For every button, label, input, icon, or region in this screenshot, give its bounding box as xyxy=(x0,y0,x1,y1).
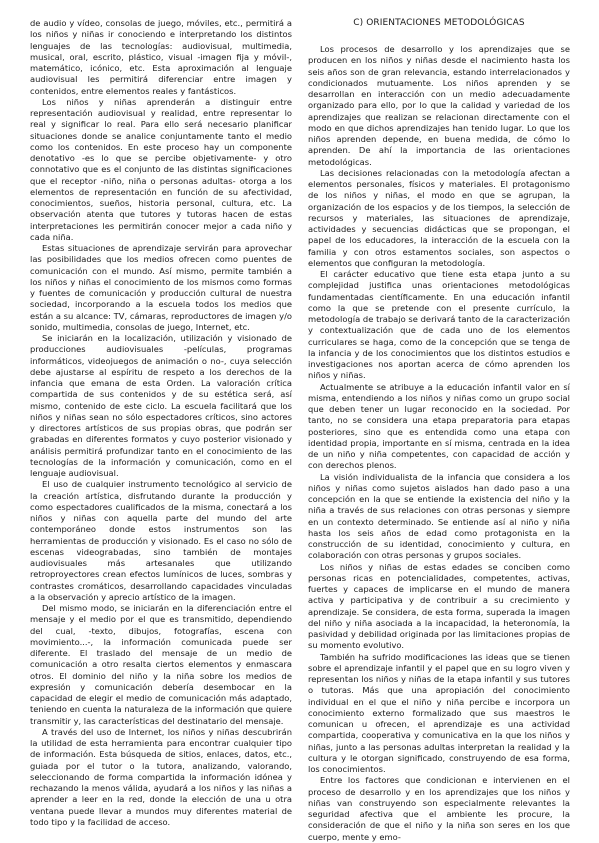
paragraph: Los niños y niñas de estas edades se conciben como personas ricas en potencialidades, competentes, activas, fuertes y capaces de implicarse en el mundo de manera activa y participativa y de contribuir a su crecimiento y aprendizaje. Se considera, de esta forma, superada la imagen del niño y niña asociada a la incapacidad, la heteronomía, la pasividad y debilidad originada por las limitaciones propias de su momento evolutivo. xyxy=(308,561,570,651)
paragraph: Del mismo modo, se iniciarán en la diferenciación entre el mensaje y el medio por el que es transmitido, dependiendo del cual, -texto, dibujos, fotografías, escena con movimiento...-, la información comunicada puede ser diferente. El traslado del mensaje de un medio de comunicación a otro resalta ciertos elementos y enmascara otros. El dominio del niño y la niña sobre los medios de expresión y comunicación debería desembocar en la capacidad de elegir el medio de comunicación más adaptado, teniendo en cuenta la naturaleza de la información que quiere transmitir y, las características del destinatario del mensaje. xyxy=(30,603,292,726)
paragraph: Estas situaciones de aprendizaje servirán para aprovechar las posibilidades que los medios ofrecen como puentes de comunicación con el mundo. Así mismo, permite también a los niños y niñas el conocimiento de los mismos como formas y fuentes de comunicación y producción cultural de nuestra sociedad, incorporando a la escuela todos los medios que están a su alcance: TV, cámaras, reproductores de imagen y/o sonido, multimedia, consolas de juego, Internet, etc. xyxy=(30,243,292,332)
paragraph: Actualmente se atribuye a la educación infantil valor en sí misma, entendiendo a los niños y niñas como un grupo social que deben tener un lugar reconocido en la sociedad. Por tanto, no se considera una etapa preparatoria para etapas posteriores, sino que es entendida como una etapa con identidad propia, importante en sí misma, centrada en la idea de un niño y niña competentes, con capacidad de acción y con derechos plenos. xyxy=(308,381,570,471)
paragraph: La visión individualista de la infancia que considera a los niños y niñas como sujetos aislados han dado paso a una concepción en la que se entiende la existencia del niño y la niña a través de sus relaciones con otras personas y siempre en un contexto determinado. Se entiende así al niño y niña hasta los seis años de edad como protagonista en la construcción de su identidad, conocimiento y cultura, en colaboración con otras personas y grupos sociales. xyxy=(308,471,570,561)
paragraph: Los procesos de desarrollo y los aprendizajes que se producen en los niños y niñas desde el nacimiento hasta los seis años son de gran relevancia, estando interrelacionados y condicionados mutuamente. Los niños aprenden y se desarrollan en interacción con un medio adecuadamente organizado para ello, por lo que la calidad y variedad de los aprendizajes que realizan se relacionan directamente con el modo en que dichos aprendizajes han tenido lugar. Lo que los niños aprenden depende, en buena medida, de cómo lo aprenden. De ahí la importancia de las orientaciones metodológicas. xyxy=(308,44,570,167)
paragraph: Entre los factores que condicionan e intervienen en el proceso de desarrollo y en los aprendizajes que los niños y niñas van construyendo son especialmente relevantes la seguridad afectiva que el ambiente les procure, la consideración de que el niño y la niña son seres en los que cuerpo, mente y emo- xyxy=(308,775,570,842)
paragraph: A través del uso de Internet, los niños y niñas descubrirán la utilidad de esta herramienta para encontrar cualquier tipo de información. Esta búsqueda de sitios, enlaces, datos, etc., guiada por el tutor o la tutora, analizando, valorando, seleccionando de forma compartida la información idónea y rechazando la menos válida, ayudará a los niños y las niñas a aprender a leer en la red, donde la elección de una u otra ventana puede llevar a mundos muy diferentes material de todo tipo y la facilidad de acceso. xyxy=(30,726,292,827)
paragraph: El uso de cualquier instrumento tecnológico al servicio de la creación artística, disfrutando durante la producción y como espectadores cualificados de la misma, conectará a los niños y niñas con aquella parte del mundo del arte contemporáneo donde estos instrumentos son las herramientas de producción y visionado. Es el caso no sólo de escenas videograbadas, sino también de montajes audiovisuales más artesanales que utilizando retroproyectores crean efectos lumínicos de luces, sombras y contrastes cromáticos, desarrollando capacidades vinculadas a la observación y aprecio artístico de la imagen. xyxy=(30,479,292,602)
right-column xyxy=(308,18,570,843)
section-heading: C) ORIENTACIONES METODOLÓGICAS xyxy=(353,18,525,28)
paragraph: Los niños y niñas aprenderán a distinguir entre representación audiovisual y realidad, entre representar lo real y significar lo real. Para ello será necesario planificar situaciones donde se analice conjuntamente tanto el medio como los contenidos. En este proceso hay un componente denotativo -es lo que se percibe objetivamente- y otro connotativo que es el conjunto de las distintas significaciones que el receptor -niño, niña o personas adultas- otorga a los elementos de representación en función de su afectividad, conocimientos, sueños, historia personal, cultura, etc. La observación atenta que tutores y tutoras hacen de estas interpretaciones les permitirán conocer mejor a cada niño y cada niña. xyxy=(30,96,292,242)
paragraph: Se iniciarán en la localización, utilización y visionado de producciones audiovisuales -películas, programas informáticos, videojuegos de animación o no-, cuya selección debe ajustarse al espíritu de respeto a los derechos de la infancia que emana de esta Orden. La valoración crítica compartida de sus contenidos y de su estética será, así mismo, contenido de este ciclo. La escuela facilitará que los niños y niñas sean no sólo espectadores críticos, sino actores y directores artísticos de sus propias obras, que podrán ser grabadas en diferentes formatos y cuyo posterior visionado y análisis permitirá profundizar tanto en el conocimiento de las tecnologías de la información y comunicación, como en el lenguaje audiovisual. xyxy=(30,333,292,478)
left-column xyxy=(30,18,292,828)
paragraph: También ha sufrido modificaciones las ideas que se tienen sobre el aprendizaje infantil y el papel que en su logro viven y representan los niños y niñas de la etapa infantil y sus tutores o tutoras. Más que una apropiación del conocimiento individual en el que el niño y niña percibe e incorpora un conocimiento externo formalizado que sus maestros le comunican u ofrecen, el aprendizaje es una actividad compartida, cooperativa y comunicativa en la que los niños y niñas, junto a las personas adultas interpretan la realidad y la cultura y le otorgan significado, construyendo de esa forma, los conocimientos. xyxy=(308,651,570,774)
paragraph: El carácter educativo que tiene esta etapa junto a su complejidad justifica unas orientaciones metodológicas fundamentadas científicamente. En una educación infantil como la que se pretende con el presente currículo, la metodología de trabajo se derivará tanto de la caracterización y contextualización que de cada uno de los elementos curriculares se haga, como de la concepción que se tenga de la infancia y de los conocimientos que los distintos estudios e investigaciones nos aportan acerca de cómo aprenden los niños y niñas. xyxy=(308,269,570,381)
paragraph: Las decisiones relacionadas con la metodología afectan a elementos personales, físicos y materiales. El protagonismo de los niños y niñas, el modo en que se agrupan, la organización de los espacios y de los tiempos, la selección de recursos y materiales, las situaciones de aprendizaje, actividades y secuencias didácticas que se propongan, el papel de los educadores, la interacción de la escuela con la familia y con otros estamentos sociales, son aspectos o elementos que configuran la metodología. xyxy=(308,167,570,268)
paragraph: de audio y vídeo, consolas de juego, móviles, etc., permitirá a los niños y niñas ir conociendo e interpretando los distintos lenguajes de las tecnologías: audiovisual, multimedia, musical, oral, escrito, plástico, visual -imagen fija y móvil-, matemático, icónico, etc. Esta aproximación al lenguaje audiovisual les permitirá diferenciar entre imagen y contenidos, entre elementos reales y fantásticos. xyxy=(30,18,292,96)
